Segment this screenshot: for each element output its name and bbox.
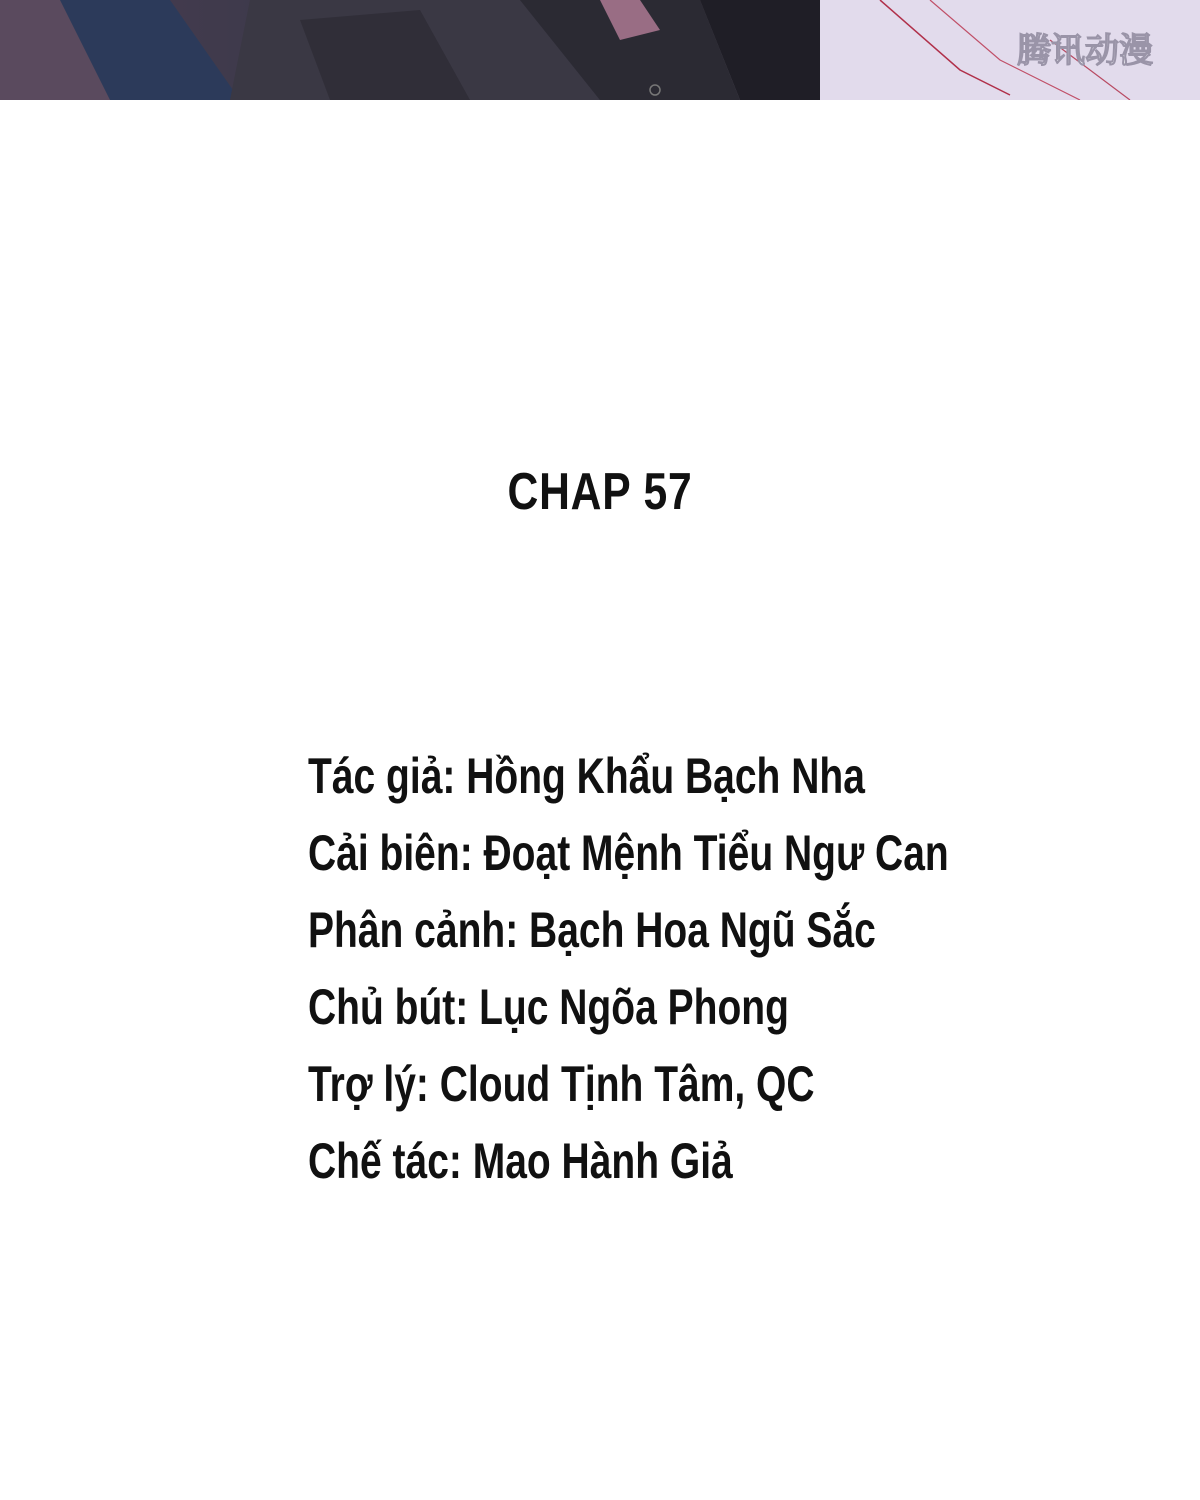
- credit-production: Chế tác: Mao Hành Giả: [308, 1133, 733, 1189]
- credit-storyboard: Phân cảnh: Bạch Hoa Ngũ Sắc: [308, 902, 876, 958]
- credit-assistant: Trợ lý: Cloud Tịnh Tâm, QC: [308, 1056, 815, 1112]
- credit-adaptation: Cải biên: Đoạt Mệnh Tiểu Ngư Can: [308, 825, 949, 881]
- panel-illustration: [0, 0, 1200, 100]
- chapter-title: CHAP 57: [507, 463, 693, 521]
- watermark-logo: 腾讯动漫: [1017, 31, 1153, 71]
- credit-author: Tác giả: Hồng Khẩu Bạch Nha: [308, 748, 865, 804]
- credits-block: [308, 738, 1108, 1200]
- previous-panel-art: [0, 0, 1200, 100]
- credit-lead-artist: Chủ bút: Lục Ngõa Phong: [308, 979, 789, 1035]
